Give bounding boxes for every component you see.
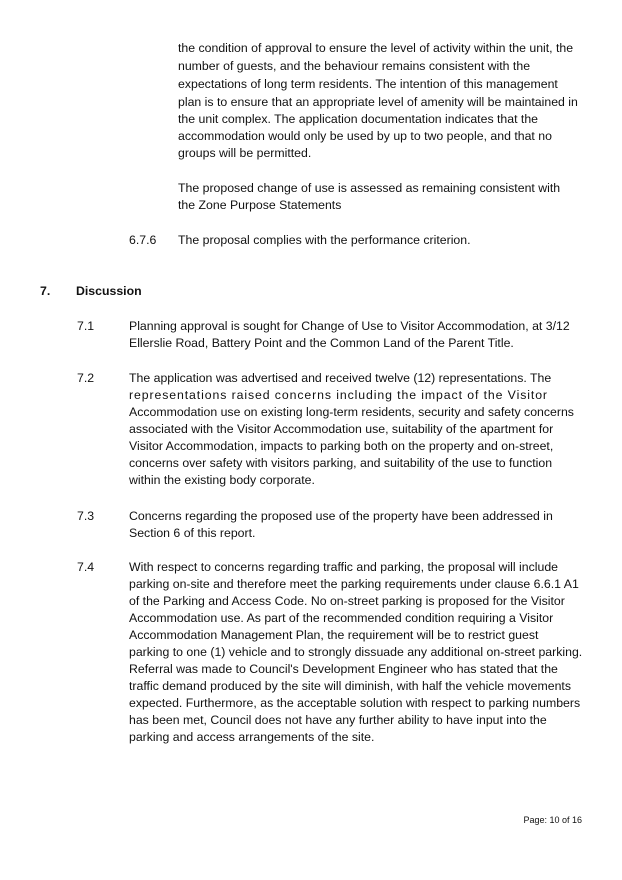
item-line: Planning approval is sought for Change of Use to Visitor Accommodation, at 3/12 bbox=[129, 319, 570, 333]
item-line: parking and access arrangements of the site. bbox=[129, 730, 375, 744]
paragraph-line: plan is to ensure that an appropriate level of amenity will be maintained in bbox=[178, 95, 578, 109]
item-line: With respect to concerns regarding traffic and parking, the proposal will include bbox=[129, 560, 559, 574]
section-number: 7. bbox=[40, 284, 51, 298]
item-number: 7.4 bbox=[77, 560, 95, 574]
item-line: expected. Furthermore, as the acceptable solution with respect to parking numbers bbox=[129, 696, 581, 710]
paragraph-line: accommodation would only be used by up to two people, and that no bbox=[178, 129, 552, 143]
paragraph-line: The proposed change of use is assessed as remaining consistent with bbox=[178, 181, 561, 195]
paragraph-line: the condition of approval to ensure the level of activity within the unit, the bbox=[178, 41, 574, 55]
paragraph-line: groups will be permitted. bbox=[178, 146, 312, 160]
item-line: parking to one (1) vehicle and to strongly dissuade any additional on-street parking. bbox=[129, 645, 583, 659]
clause-text: The proposal complies with the performance criterion. bbox=[178, 233, 471, 247]
item-line: Concerns regarding the proposed use of the property have been addressed in bbox=[129, 509, 553, 523]
item-line: within the existing body corporate. bbox=[129, 473, 315, 487]
item-line: concerns over safety with visitors parking, and suitability of the use to function bbox=[129, 456, 553, 470]
item-number: 7.1 bbox=[77, 319, 95, 333]
item-line: Accommodation use on existing long-term residents, security and safety concerns bbox=[129, 405, 574, 419]
item-line: Visitor Accommodation, impacts to parking both on the property and on-street, bbox=[129, 439, 554, 453]
item-number: 7.2 bbox=[77, 371, 95, 385]
paragraph-line: expectations of long term residents. The intention of this management bbox=[178, 77, 558, 91]
item-line: of the Parking and Access Code. No on-street parking is proposed for the Visitor bbox=[129, 594, 565, 608]
item-line: Referral was made to Council's Development Engineer who has stated that the bbox=[129, 662, 558, 676]
paragraph-line: the unit complex. The application documentation indicates that the bbox=[178, 112, 539, 126]
item-line: has been met, Council does not have any further ability to have input into the bbox=[129, 713, 547, 727]
item-number: 7.3 bbox=[77, 509, 95, 523]
item-line: representations raised concerns including the impact of the Visitor bbox=[129, 388, 548, 402]
paragraph-line: the Zone Purpose Statements bbox=[178, 198, 342, 212]
item-line: Ellerslie Road, Battery Point and the Common Land of the Parent Title. bbox=[129, 336, 514, 350]
item-line: Accommodation use. As part of the recommended condition requiring a Visitor bbox=[129, 611, 554, 625]
item-line: parking on-site and therefore meet the parking requirements under clause 6.6.1 A1 bbox=[129, 577, 579, 591]
item-line: The application was advertised and received twelve (12) representations. The bbox=[129, 371, 552, 385]
item-line: Accommodation Management Plan, the requirement will be to restrict guest bbox=[129, 628, 539, 642]
item-line: associated with the Visitor Accommodation use, suitability of the apartment for bbox=[129, 422, 554, 436]
item-line: traffic demand produced by the site will diminish, with half the vehicle movements bbox=[129, 679, 571, 693]
paragraph-line: number of guests, and the behaviour remains consistent with the bbox=[178, 59, 531, 73]
page-number: Page: 10 of 16 bbox=[523, 815, 582, 825]
section-title: Discussion bbox=[76, 284, 142, 298]
item-line: Section 6 of this report. bbox=[129, 526, 256, 540]
clause-number: 6.7.6 bbox=[129, 233, 157, 247]
